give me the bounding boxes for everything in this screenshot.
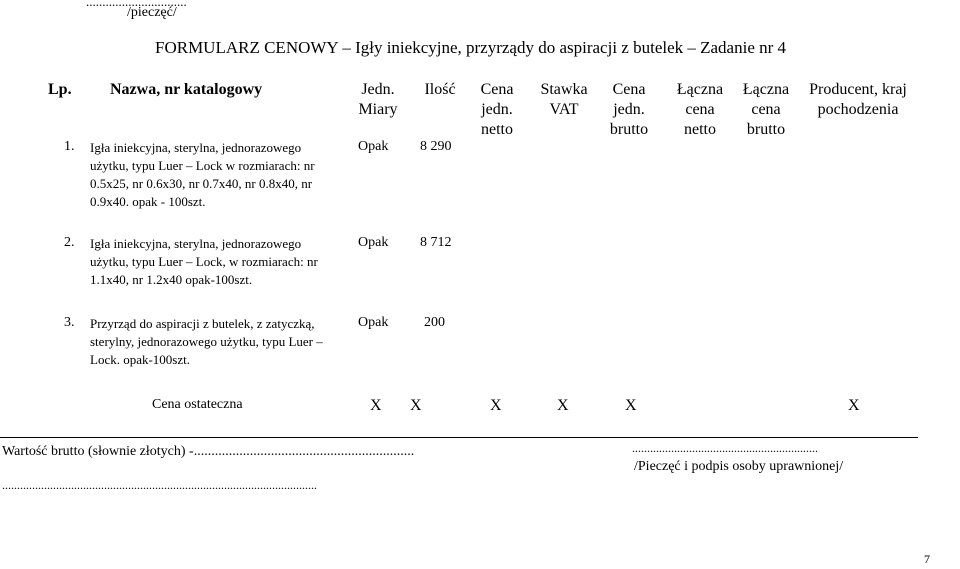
col-header-producer: Producent, kraj pochodzenia [809, 81, 907, 118]
final-x-producer: X [848, 397, 860, 414]
final-price-label: Cena ostateczna [152, 397, 243, 412]
bottom-dots: ......................................................................................................... [2, 478, 317, 492]
form-title: FORMULARZ CENOWY – Igły iniekcyjne, przyrządy do aspiracji z butelek – Zadanie nr 4 [155, 38, 787, 57]
row-unit: Opak [358, 139, 389, 154]
row-unit: Opak [358, 315, 389, 330]
final-x-unit-price-gross: X [490, 397, 502, 414]
row-unit: Opak [358, 235, 389, 250]
row-qty: 8 712 [420, 235, 452, 250]
row-lp: 3. [64, 315, 75, 330]
value-in-words-label: Wartość brutto (słownie złotych) -............................................................... [2, 444, 415, 459]
col-header-name: Nazwa, nr katalogowy [110, 81, 263, 98]
signature-dots: .............................................................. [632, 441, 818, 455]
row-qty: 8 290 [420, 139, 452, 154]
row-name: Igła iniekcyjna, sterylna, jednorazowego użytku, typu Luer – Lock, w rozmiarach: nr 1.1x40, nr 1.2x40 opak-100szt. [90, 236, 318, 287]
stamp-label: /pieczęć/ [127, 5, 177, 20]
col-header-total-gross: Łączna cena brutto [742, 81, 790, 138]
final-x-vat: X [410, 397, 422, 414]
col-header-vat: Stawka VAT [540, 81, 588, 118]
row-name: Przyrząd do aspiracji z butelek, z zatyczką, sterylny, jednorazowego użytku, typu Luer – Lock. opak-100szt. [90, 316, 323, 367]
stamp-dots: ............................... [86, 0, 187, 9]
col-header-unit: Jedn. Miary [358, 81, 398, 118]
row-qty: 200 [424, 315, 445, 330]
row-lp: 2. [64, 235, 75, 250]
footer-divider [0, 437, 918, 438]
final-x-total-net: X [557, 397, 569, 414]
final-x-unit-price-net: X [370, 397, 382, 414]
row-name: Igła iniekcyjna, sterylna, jednorazowego użytku, typu Luer – Lock w rozmiarach: nr 0.5x25, nr 0.6x30, nr 0.7x40, nr 0.8x40, nr 0.9x40. opak - 100szt. [90, 140, 315, 209]
page-number: 7 [924, 552, 930, 566]
row-lp: 1. [64, 139, 75, 154]
col-header-unit-price-gross: Cena jedn. brutto [609, 81, 649, 138]
col-header-total-net: Łączna cena netto [676, 81, 724, 138]
signature-label: /Pieczęć i podpis osoby uprawnionej/ [634, 459, 844, 474]
col-header-lp: Lp. [48, 81, 72, 98]
col-header-qty: Ilość [424, 81, 456, 98]
col-header-unit-price-net: Cena jedn. netto [480, 81, 514, 138]
final-x-total-gross: X [625, 397, 637, 414]
